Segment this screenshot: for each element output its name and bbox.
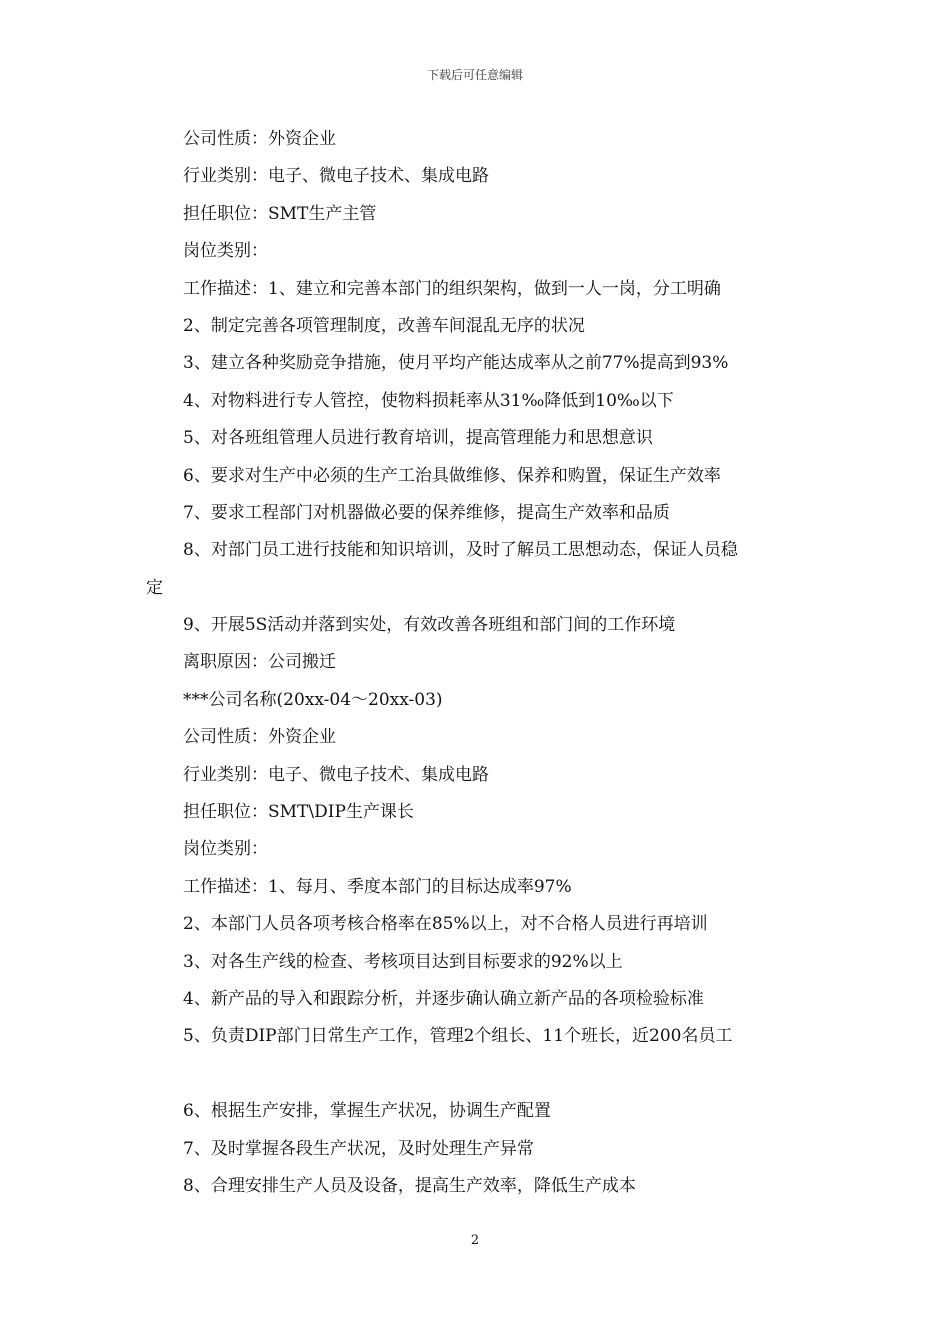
duty-1-1: 工作描述：1、建立和完善本部门的组织架构，做到一人一岗，分工明确 bbox=[183, 278, 721, 299]
position-category-1: 岗位类别： bbox=[183, 241, 268, 262]
document-body bbox=[146, 121, 811, 1205]
duty-1-2: 2、制定完善各项管理制度，改善车间混乱无序的状况 bbox=[183, 315, 585, 336]
duty-2-6: 6、根据生产安排，掌握生产状况，协调生产配置 bbox=[183, 1101, 551, 1122]
duty-1-6: 6、要求对生产中必须的生产工治具做维修、保养和购置，保证生产效率 bbox=[183, 465, 721, 486]
position-1: 担任职位：SMT生产主管 bbox=[183, 203, 377, 224]
page-header-note: 下载后可任意编辑 bbox=[426, 68, 523, 82]
duty-2-4: 4、新产品的导入和跟踪分析，并逐步确认确立新产品的各项检验标准 bbox=[183, 988, 704, 1009]
duty-2-2: 2、本部门人员各项考核合格率在85%以上，对不合格人员进行再培训 bbox=[183, 914, 708, 935]
company-name-2: ***公司名称(20xx-04～20xx-03) bbox=[183, 689, 443, 710]
duty-1-3: 3、建立各种奖励竞争措施，使月平均产能达成率从之前77%提高到93% bbox=[183, 353, 729, 374]
duty-1-4: 4、对物料进行专人管控，使物料损耗率从31‰降低到10‰以下 bbox=[183, 390, 674, 411]
duty-1-8-continuation: 定 bbox=[146, 577, 163, 598]
duty-1-5: 5、对各班组管理人员进行教育培训，提高管理能力和思想意识 bbox=[183, 428, 653, 449]
industry-1: 行业类别：电子、微电子技术、集成电路 bbox=[183, 166, 489, 187]
position-2: 担任职位：SMT\DIP生产课长 bbox=[183, 802, 414, 823]
leaving-reason-1: 离职原因：公司搬迁 bbox=[183, 652, 336, 673]
paragraph-gap bbox=[146, 1056, 811, 1093]
duty-1-7: 7、要求工程部门对机器做必要的保养维修，提高生产效率和品质 bbox=[183, 502, 670, 523]
position-category-2: 岗位类别： bbox=[183, 839, 268, 860]
duty-1-9: 9、开展5S活动并落到实处，有效改善各班组和部门间的工作环境 bbox=[183, 615, 676, 636]
duty-2-7: 7、及时掌握各段生产状况，及时处理生产异常 bbox=[183, 1138, 534, 1159]
company-nature-1: 公司性质：外资企业 bbox=[183, 129, 336, 149]
duty-2-8: 8、合理安排生产人员及设备，提高生产效率，降低生产成本 bbox=[183, 1175, 636, 1196]
company-nature-2: 公司性质：外资企业 bbox=[183, 727, 336, 748]
page-number: 2 bbox=[470, 1233, 480, 1248]
duty-2-3: 3、对各生产线的检查、考核项目达到目标要求的92%以上 bbox=[183, 951, 623, 972]
duty-2-1: 工作描述：1、每月、季度本部门的目标达成率97% bbox=[183, 876, 572, 897]
duty-2-5: 5、负责DIP部门日常生产工作，管理2个组长、11个班长，近200名员工 bbox=[183, 1026, 733, 1047]
duty-1-8: 8、对部门员工进行技能和知识培训，及时了解员工思想动态，保证人员稳 bbox=[183, 540, 738, 561]
industry-2: 行业类别：电子、微电子技术、集成电路 bbox=[183, 764, 489, 785]
